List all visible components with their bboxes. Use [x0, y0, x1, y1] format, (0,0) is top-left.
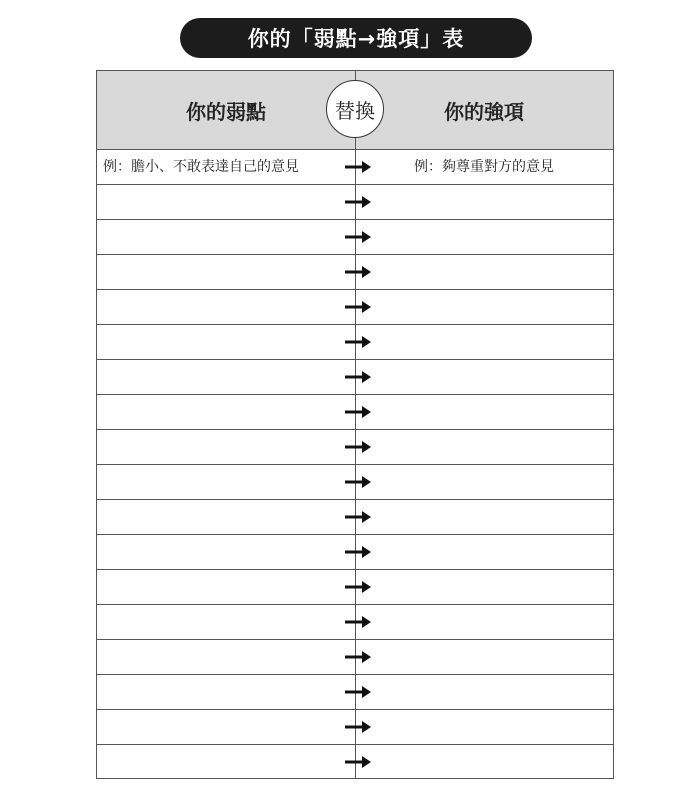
strength-cell[interactable]	[355, 745, 613, 779]
weakness-cell[interactable]	[103, 465, 343, 499]
table-row	[97, 605, 613, 640]
weakness-cell[interactable]	[103, 710, 343, 744]
strength-cell[interactable]	[355, 360, 613, 394]
table-row	[97, 535, 613, 570]
weakness-cell[interactable]	[103, 360, 343, 394]
swap-badge: 替換	[326, 80, 384, 138]
weakness-cell[interactable]	[103, 605, 343, 639]
table-row	[97, 325, 613, 360]
strength-cell[interactable]	[355, 465, 613, 499]
table-row	[97, 745, 613, 780]
weakness-cell[interactable]	[103, 325, 343, 359]
strength-cell[interactable]	[355, 535, 613, 569]
table-row	[97, 465, 613, 500]
weakness-cell[interactable]	[103, 395, 343, 429]
table-row	[97, 290, 613, 325]
table-row	[97, 675, 613, 710]
weakness-cell[interactable]	[103, 570, 343, 604]
weakness-column-header: 你的弱點	[186, 99, 266, 124]
table-rows	[97, 150, 613, 780]
strength-cell[interactable]	[355, 605, 613, 639]
strength-cell[interactable]	[355, 290, 613, 324]
table-row	[97, 255, 613, 290]
strength-cell[interactable]	[355, 430, 613, 464]
table-row	[97, 395, 613, 430]
table-row	[97, 220, 613, 255]
weakness-cell[interactable]	[103, 220, 343, 254]
weakness-cell[interactable]	[103, 290, 343, 324]
strength-cell[interactable]	[355, 570, 613, 604]
weakness-cell[interactable]	[103, 675, 343, 709]
weakness-cell[interactable]	[103, 500, 343, 534]
weakness-cell[interactable]	[103, 535, 343, 569]
table-row	[97, 710, 613, 745]
table-row	[97, 570, 613, 605]
weakness-strength-table	[96, 70, 614, 779]
table-row	[97, 500, 613, 535]
strength-cell[interactable]	[355, 500, 613, 534]
strength-cell[interactable]	[355, 710, 613, 744]
strength-cell[interactable]	[355, 395, 613, 429]
table-row	[97, 185, 613, 220]
weakness-cell[interactable]	[103, 430, 343, 464]
weakness-cell[interactable]	[103, 255, 343, 289]
table-header	[97, 71, 613, 150]
weakness-cell[interactable]: 例：膽小、不敢表達自己的意見	[103, 159, 299, 175]
weakness-cell[interactable]	[103, 745, 343, 779]
table-row	[97, 150, 613, 185]
page-title: 你的「弱點→強項」表	[180, 18, 532, 58]
table-row	[97, 640, 613, 675]
strength-column-header: 你的強項	[444, 99, 524, 124]
weakness-cell[interactable]	[103, 185, 343, 219]
table-row	[97, 360, 613, 395]
strength-cell[interactable]	[355, 220, 613, 254]
weakness-cell[interactable]	[103, 640, 343, 674]
strength-cell[interactable]: 例：夠尊重對方的意見	[414, 159, 554, 175]
strength-cell[interactable]	[355, 185, 613, 219]
strength-cell[interactable]	[355, 255, 613, 289]
table-row	[97, 430, 613, 465]
strength-cell[interactable]	[355, 675, 613, 709]
strength-cell[interactable]	[355, 325, 613, 359]
strength-cell[interactable]	[355, 640, 613, 674]
